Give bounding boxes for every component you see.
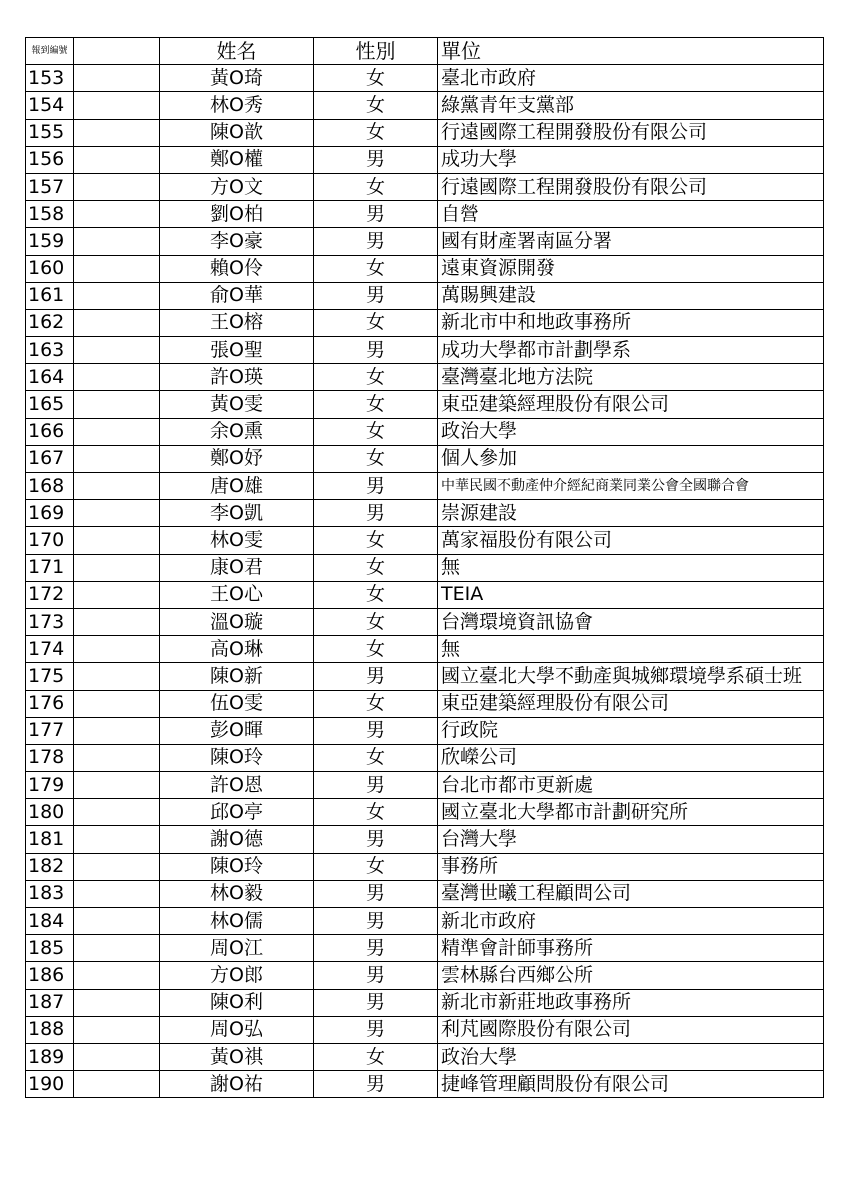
table-row: [26, 1071, 824, 1098]
checkin-number-cell: 172: [26, 581, 74, 608]
table-row: [26, 119, 824, 146]
blank-cell: [74, 826, 160, 853]
table-row: [26, 500, 824, 527]
name-cell: 林O毅: [160, 880, 314, 907]
gender-cell: 女: [314, 418, 438, 445]
checkin-number-cell: 188: [26, 1016, 74, 1043]
name-cell: 高O琳: [160, 636, 314, 663]
blank-cell: [74, 772, 160, 799]
unit-cell: 行遠國際工程開發股份有限公司: [438, 119, 824, 146]
name-cell: 陳O玲: [160, 853, 314, 880]
unit-cell: 精準會計師事務所: [438, 935, 824, 962]
table-row: [26, 744, 824, 771]
gender-cell: 女: [314, 65, 438, 92]
blank-cell: [74, 935, 160, 962]
table-row: [26, 473, 824, 500]
checkin-number-cell: 163: [26, 337, 74, 364]
name-cell: 陳O歆: [160, 119, 314, 146]
gender-cell: 男: [314, 935, 438, 962]
gender-cell: 男: [314, 908, 438, 935]
blank-cell: [74, 554, 160, 581]
table-row: [26, 1016, 824, 1043]
unit-cell: 綠黨青年支黨部: [438, 92, 824, 119]
table-row: [26, 337, 824, 364]
attendee-table: [25, 37, 824, 1098]
checkin-number-cell: 157: [26, 173, 74, 200]
gender-cell: 男: [314, 880, 438, 907]
unit-cell: 台灣環境資訊協會: [438, 608, 824, 635]
header-blank: [74, 38, 160, 65]
checkin-number-cell: 184: [26, 908, 74, 935]
unit-cell: 無: [438, 636, 824, 663]
gender-cell: 男: [314, 717, 438, 744]
name-cell: 陳O玲: [160, 744, 314, 771]
table-row: [26, 418, 824, 445]
checkin-number-cell: 173: [26, 608, 74, 635]
name-cell: 唐O雄: [160, 473, 314, 500]
checkin-number-cell: 154: [26, 92, 74, 119]
blank-cell: [74, 309, 160, 336]
checkin-number-cell: 177: [26, 717, 74, 744]
unit-cell: 台北市都市更新處: [438, 772, 824, 799]
table-row: [26, 201, 824, 228]
gender-cell: 女: [314, 445, 438, 472]
table-row: [26, 663, 824, 690]
unit-cell: 台灣大學: [438, 826, 824, 853]
blank-cell: [74, 119, 160, 146]
table-row: [26, 173, 824, 200]
table-row: [26, 772, 824, 799]
name-cell: 王O心: [160, 581, 314, 608]
blank-cell: [74, 255, 160, 282]
checkin-number-cell: 165: [26, 391, 74, 418]
table-row: [26, 228, 824, 255]
name-cell: 李O凱: [160, 500, 314, 527]
gender-cell: 女: [314, 119, 438, 146]
name-cell: 伍O雯: [160, 690, 314, 717]
table-row: [26, 309, 824, 336]
unit-cell: 臺灣世曦工程顧問公司: [438, 880, 824, 907]
gender-cell: 男: [314, 989, 438, 1016]
table-row: [26, 445, 824, 472]
name-cell: 許O恩: [160, 772, 314, 799]
blank-cell: [74, 853, 160, 880]
table-row: [26, 146, 824, 173]
table-row: [26, 636, 824, 663]
gender-cell: 女: [314, 391, 438, 418]
blank-cell: [74, 636, 160, 663]
unit-cell: 崇源建設: [438, 500, 824, 527]
unit-cell: 雲林縣台西鄉公所: [438, 962, 824, 989]
table-row: [26, 799, 824, 826]
gender-cell: 男: [314, 962, 438, 989]
header-row: [26, 38, 824, 65]
blank-cell: [74, 1071, 160, 1098]
gender-cell: 女: [314, 1043, 438, 1070]
unit-cell: 萬家福股份有限公司: [438, 527, 824, 554]
name-cell: 彭O暉: [160, 717, 314, 744]
gender-cell: 女: [314, 853, 438, 880]
header-unit: 單位: [438, 38, 824, 65]
unit-cell: 政治大學: [438, 418, 824, 445]
blank-cell: [74, 908, 160, 935]
table-row: [26, 255, 824, 282]
header-checkin-number: 報到編號: [26, 38, 74, 65]
table-row: [26, 581, 824, 608]
name-cell: 方O郎: [160, 962, 314, 989]
gender-cell: 女: [314, 92, 438, 119]
table-row: [26, 92, 824, 119]
table-row: [26, 962, 824, 989]
checkin-number-cell: 164: [26, 364, 74, 391]
checkin-number-cell: 190: [26, 1071, 74, 1098]
unit-cell: 臺北市政府: [438, 65, 824, 92]
unit-cell: 新北市新莊地政事務所: [438, 989, 824, 1016]
blank-cell: [74, 500, 160, 527]
gender-cell: 女: [314, 527, 438, 554]
unit-cell: 成功大學: [438, 146, 824, 173]
name-cell: 周O弘: [160, 1016, 314, 1043]
header-gender: 性別: [314, 38, 438, 65]
name-cell: 鄭O權: [160, 146, 314, 173]
name-cell: 劉O柏: [160, 201, 314, 228]
blank-cell: [74, 663, 160, 690]
gender-cell: 女: [314, 364, 438, 391]
unit-cell: 國立臺北大學不動產與城鄉環境學系碩士班: [438, 663, 824, 690]
name-cell: 方O文: [160, 173, 314, 200]
table-row: [26, 1043, 824, 1070]
blank-cell: [74, 1043, 160, 1070]
unit-cell: 遠東資源開發: [438, 255, 824, 282]
name-cell: 謝O德: [160, 826, 314, 853]
gender-cell: 女: [314, 608, 438, 635]
checkin-number-cell: 166: [26, 418, 74, 445]
gender-cell: 男: [314, 337, 438, 364]
table-row: [26, 527, 824, 554]
blank-cell: [74, 473, 160, 500]
checkin-number-cell: 175: [26, 663, 74, 690]
blank-cell: [74, 337, 160, 364]
blank-cell: [74, 527, 160, 554]
checkin-number-cell: 160: [26, 255, 74, 282]
blank-cell: [74, 581, 160, 608]
checkin-number-cell: 158: [26, 201, 74, 228]
name-cell: 許O瑛: [160, 364, 314, 391]
blank-cell: [74, 146, 160, 173]
table-row: [26, 364, 824, 391]
blank-cell: [74, 282, 160, 309]
checkin-number-cell: 189: [26, 1043, 74, 1070]
table-row: [26, 908, 824, 935]
blank-cell: [74, 65, 160, 92]
blank-cell: [74, 989, 160, 1016]
checkin-number-cell: 171: [26, 554, 74, 581]
header-name: 姓名: [160, 38, 314, 65]
name-cell: 林O雯: [160, 527, 314, 554]
blank-cell: [74, 418, 160, 445]
checkin-number-cell: 153: [26, 65, 74, 92]
blank-cell: [74, 445, 160, 472]
blank-cell: [74, 744, 160, 771]
unit-cell: 行政院: [438, 717, 824, 744]
gender-cell: 男: [314, 1071, 438, 1098]
blank-cell: [74, 92, 160, 119]
blank-cell: [74, 201, 160, 228]
unit-cell: 成功大學都市計劃學系: [438, 337, 824, 364]
table-row: [26, 282, 824, 309]
blank-cell: [74, 690, 160, 717]
checkin-number-cell: 155: [26, 119, 74, 146]
gender-cell: 女: [314, 309, 438, 336]
name-cell: 黃O祺: [160, 1043, 314, 1070]
unit-cell: 無: [438, 554, 824, 581]
unit-cell: 中華民國不動產仲介經紀商業同業公會全國聯合會: [438, 473, 824, 500]
checkin-number-cell: 159: [26, 228, 74, 255]
table-row: [26, 826, 824, 853]
checkin-number-cell: 180: [26, 799, 74, 826]
name-cell: 邱O亭: [160, 799, 314, 826]
checkin-number-cell: 178: [26, 744, 74, 771]
table-row: [26, 989, 824, 1016]
gender-cell: 女: [314, 799, 438, 826]
table-row: [26, 608, 824, 635]
gender-cell: 男: [314, 500, 438, 527]
table-row: [26, 391, 824, 418]
blank-cell: [74, 1016, 160, 1043]
unit-cell: 萬賜興建設: [438, 282, 824, 309]
blank-cell: [74, 173, 160, 200]
blank-cell: [74, 880, 160, 907]
gender-cell: 男: [314, 473, 438, 500]
gender-cell: 男: [314, 663, 438, 690]
gender-cell: 男: [314, 228, 438, 255]
unit-cell: 東亞建築經理股份有限公司: [438, 690, 824, 717]
checkin-number-cell: 156: [26, 146, 74, 173]
checkin-number-cell: 187: [26, 989, 74, 1016]
unit-cell: 自營: [438, 201, 824, 228]
unit-cell: 新北市政府: [438, 908, 824, 935]
name-cell: 鄭O妤: [160, 445, 314, 472]
unit-cell: 欣嶸公司: [438, 744, 824, 771]
gender-cell: 女: [314, 690, 438, 717]
unit-cell: 個人參加: [438, 445, 824, 472]
gender-cell: 女: [314, 255, 438, 282]
table-row: [26, 935, 824, 962]
blank-cell: [74, 799, 160, 826]
gender-cell: 男: [314, 772, 438, 799]
name-cell: 黃O雯: [160, 391, 314, 418]
table-row: [26, 880, 824, 907]
name-cell: 陳O新: [160, 663, 314, 690]
checkin-number-cell: 186: [26, 962, 74, 989]
name-cell: 林O儒: [160, 908, 314, 935]
checkin-number-cell: 162: [26, 309, 74, 336]
blank-cell: [74, 717, 160, 744]
gender-cell: 女: [314, 581, 438, 608]
checkin-number-cell: 183: [26, 880, 74, 907]
table-row: [26, 65, 824, 92]
name-cell: 賴O伶: [160, 255, 314, 282]
checkin-number-cell: 185: [26, 935, 74, 962]
gender-cell: 男: [314, 146, 438, 173]
checkin-number-cell: 170: [26, 527, 74, 554]
gender-cell: 男: [314, 201, 438, 228]
name-cell: 林O秀: [160, 92, 314, 119]
table-row: [26, 554, 824, 581]
checkin-number-cell: 182: [26, 853, 74, 880]
gender-cell: 女: [314, 554, 438, 581]
name-cell: 余O熏: [160, 418, 314, 445]
unit-cell: 國有財產署南區分署: [438, 228, 824, 255]
table-row: [26, 690, 824, 717]
name-cell: 康O君: [160, 554, 314, 581]
name-cell: 謝O祐: [160, 1071, 314, 1098]
blank-cell: [74, 364, 160, 391]
blank-cell: [74, 391, 160, 418]
unit-cell: 新北市中和地政事務所: [438, 309, 824, 336]
name-cell: 陳O利: [160, 989, 314, 1016]
checkin-number-cell: 161: [26, 282, 74, 309]
unit-cell: TEIA: [438, 581, 824, 608]
checkin-number-cell: 174: [26, 636, 74, 663]
blank-cell: [74, 608, 160, 635]
table-row: [26, 853, 824, 880]
unit-cell: 東亞建築經理股份有限公司: [438, 391, 824, 418]
name-cell: 周O江: [160, 935, 314, 962]
unit-cell: 利芃國際股份有限公司: [438, 1016, 824, 1043]
unit-cell: 政治大學: [438, 1043, 824, 1070]
checkin-number-cell: 167: [26, 445, 74, 472]
table-row: [26, 717, 824, 744]
gender-cell: 男: [314, 826, 438, 853]
unit-cell: 臺灣臺北地方法院: [438, 364, 824, 391]
checkin-number-cell: 176: [26, 690, 74, 717]
gender-cell: 女: [314, 744, 438, 771]
unit-cell: 捷峰管理顧問股份有限公司: [438, 1071, 824, 1098]
table-body: [26, 65, 824, 1098]
name-cell: 李O豪: [160, 228, 314, 255]
unit-cell: 事務所: [438, 853, 824, 880]
checkin-number-cell: 169: [26, 500, 74, 527]
name-cell: 黃O琦: [160, 65, 314, 92]
gender-cell: 女: [314, 636, 438, 663]
name-cell: 王O榕: [160, 309, 314, 336]
name-cell: 張O聖: [160, 337, 314, 364]
name-cell: 俞O華: [160, 282, 314, 309]
gender-cell: 男: [314, 1016, 438, 1043]
checkin-number-cell: 168: [26, 473, 74, 500]
gender-cell: 女: [314, 173, 438, 200]
unit-cell: 國立臺北大學都市計劃研究所: [438, 799, 824, 826]
blank-cell: [74, 962, 160, 989]
gender-cell: 男: [314, 282, 438, 309]
name-cell: 溫O璇: [160, 608, 314, 635]
checkin-number-cell: 181: [26, 826, 74, 853]
blank-cell: [74, 228, 160, 255]
checkin-number-cell: 179: [26, 772, 74, 799]
unit-cell: 行遠國際工程開發股份有限公司: [438, 173, 824, 200]
